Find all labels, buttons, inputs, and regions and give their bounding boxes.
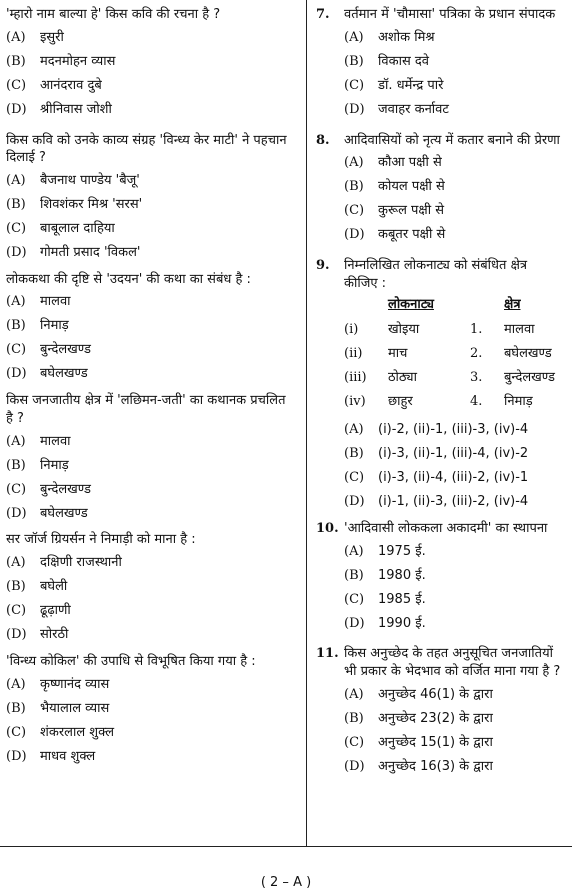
option — [6, 623, 302, 647]
option-label: (A) — [344, 155, 364, 171]
option-label: (D) — [344, 227, 365, 243]
option-text: अनुच्छेद 46(1) के द्वारा — [378, 686, 493, 702]
option-text: कृष्णानंद व्यास — [40, 676, 110, 692]
question-10 — [316, 520, 572, 636]
option-text: दक्षिणी राजस्थानी — [40, 555, 122, 571]
option — [6, 193, 302, 217]
column-divider — [306, 0, 307, 846]
option-label: (B) — [6, 196, 26, 212]
option-text: निमाड़ — [40, 457, 69, 473]
option — [6, 362, 302, 386]
option — [344, 223, 572, 247]
question-1 — [6, 0, 302, 122]
question-6-text: 'विन्ध्य कोकिल' की उपाधि से विभूषित किया गया है : — [6, 653, 256, 669]
option — [344, 175, 572, 199]
question-2-options — [6, 169, 302, 265]
option-label: (B) — [6, 53, 26, 69]
option-text: बुन्देलखण्ड — [40, 481, 91, 497]
match-header-lokanatya: लोकनाट्य — [388, 297, 434, 313]
question-6-options — [6, 672, 302, 768]
option-label: (B) — [6, 579, 26, 595]
option-label: (D) — [344, 101, 365, 117]
option-text: बैजनाथ पाण्डेय 'बैजू' — [40, 172, 140, 188]
option-label: (D) — [6, 505, 27, 521]
option-label: (C) — [6, 603, 27, 619]
option-text: श्रीनिवास जोशी — [40, 101, 112, 117]
option-text: कबूतर पक्षी से — [378, 227, 446, 243]
option-text: मदनमोहन व्यास — [40, 53, 116, 69]
option-text: अशोक मिश्र — [378, 29, 435, 45]
option — [344, 730, 572, 754]
option-text: 1990 ई. — [378, 615, 426, 631]
option-text: बघेलखण्ड — [40, 505, 88, 521]
match-a-text: माच — [388, 345, 408, 361]
match-a-text: खोइया — [388, 321, 420, 337]
question-8 — [316, 132, 572, 248]
option — [6, 453, 302, 477]
option-label: (D) — [6, 366, 27, 382]
option-label: (A) — [6, 555, 26, 571]
match-b-text: बघेलखण्ड — [504, 345, 552, 361]
option — [6, 672, 302, 696]
option — [6, 501, 302, 525]
match-table — [344, 292, 555, 414]
option-label: (B) — [6, 700, 26, 716]
option-text: 1985 ई. — [378, 591, 426, 607]
option — [344, 98, 572, 122]
option-text: जवाहर कर्नावट — [378, 101, 449, 117]
option-text: (i)-3, (ii)-1, (iii)-4, (iv)-2 — [378, 445, 529, 461]
option-text: मालवा — [40, 433, 71, 449]
option — [344, 706, 572, 730]
option-label: (A) — [344, 543, 364, 559]
option-text: मालवा — [40, 294, 71, 310]
option — [344, 682, 572, 706]
option-label: (B) — [6, 318, 26, 334]
option-label: (D) — [344, 615, 365, 631]
option-label: (D) — [344, 493, 365, 509]
question-8-options — [316, 151, 572, 247]
match-b-label: 3. — [470, 369, 483, 385]
option-text: बुन्देलखण्ड — [40, 342, 91, 358]
option — [6, 217, 302, 241]
match-header-kshetra: क्षेत्र — [504, 297, 521, 313]
option-text: डॉ. धर्मेन्द्र पारे — [378, 77, 444, 93]
option-label: (A) — [6, 676, 26, 692]
question-9-text-line-2: कीजिए : — [344, 275, 387, 291]
option-label: (D) — [6, 748, 27, 764]
question-3-text: लोककथा की दृष्टि से 'उदयन' की कथा का संबंध है : — [6, 271, 251, 287]
option-label: (B) — [344, 445, 364, 461]
option-text: शिवशंकर मिश्र 'सरस' — [40, 196, 143, 212]
match-b-label: 2. — [470, 345, 483, 361]
option — [344, 587, 572, 611]
question-1-options — [6, 26, 302, 122]
option-label: (C) — [6, 77, 27, 93]
question-3 — [6, 271, 302, 387]
option — [6, 74, 302, 98]
left-column — [6, 0, 302, 768]
question-number: 7. — [316, 7, 330, 22]
option-label: (A) — [6, 294, 26, 310]
option — [6, 338, 302, 362]
option — [344, 199, 572, 223]
option — [344, 442, 572, 466]
option-label: (D) — [6, 627, 27, 643]
question-7-options — [316, 26, 572, 122]
question-11-options — [316, 682, 572, 778]
option — [6, 241, 302, 265]
option-label: (D) — [344, 758, 365, 774]
option-label: (C) — [6, 342, 27, 358]
option — [344, 418, 572, 442]
option-text: गोमती प्रसाद 'विकल' — [40, 244, 141, 260]
option-text: 1975 ई. — [378, 543, 426, 559]
match-table-header — [344, 292, 555, 318]
option — [6, 169, 302, 193]
question-4-text-line-1: किस जनजातीय क्षेत्र में 'लछिमन-जती' का कथानक प्रचलित — [6, 393, 286, 409]
question-11-text-line-1: किस अनुच्छेद के तहत अनुसूचित जनजातियों — [344, 646, 553, 662]
option — [6, 551, 302, 575]
option-text: (i)-1, (ii)-3, (iii)-2, (iv)-4 — [378, 493, 529, 509]
question-7 — [316, 0, 572, 122]
question-9-options — [316, 418, 572, 514]
option-label: (D) — [6, 244, 27, 260]
option-label: (B) — [344, 53, 364, 69]
option-text: अनुच्छेद 23(2) के द्वारा — [378, 710, 493, 726]
question-4-options — [6, 429, 302, 525]
option-label: (B) — [344, 710, 364, 726]
match-a-label: (ii) — [344, 345, 363, 361]
option — [344, 50, 572, 74]
option-label: (C) — [344, 469, 365, 485]
question-4 — [6, 392, 302, 525]
option — [6, 26, 302, 50]
right-column — [316, 0, 572, 778]
question-6 — [6, 653, 302, 769]
option-text: (i)-2, (ii)-1, (iii)-3, (iv)-4 — [378, 421, 529, 437]
match-row — [344, 342, 555, 366]
option — [344, 26, 572, 50]
match-b-label: 1. — [470, 321, 483, 337]
question-number: 9. — [316, 258, 330, 274]
question-number: 8. — [316, 132, 330, 148]
question-2 — [6, 132, 302, 265]
option-text: इसुरी — [40, 29, 64, 45]
question-number: 10. — [316, 520, 339, 536]
question-1-text: 'म्हारो नाम बाल्या हे' किस कवि की रचना है ? — [6, 7, 221, 22]
option-text: शंकरलाल शुक्ल — [40, 724, 115, 740]
question-2-text-line-1: किस कवि को उनके काव्य संग्रह 'विन्ध्य केर माटी' ने पहचान — [6, 132, 287, 148]
option — [344, 539, 572, 563]
question-number: 11. — [316, 646, 339, 662]
question-9-text-line-1: निम्नलिखित लोकनाट्य को संबंधित क्षेत्र — [344, 258, 528, 274]
option — [6, 50, 302, 74]
footer-rule — [0, 846, 572, 847]
match-row — [344, 366, 555, 390]
option-label: (A) — [344, 686, 364, 702]
option-text: अनुच्छेद 15(1) के द्वारा — [378, 734, 493, 750]
question-5-options — [6, 551, 302, 647]
option-text: आनंदराव दुबे — [40, 77, 102, 93]
match-b-text: मालवा — [504, 321, 535, 337]
option-label: (B) — [344, 179, 364, 195]
option — [6, 314, 302, 338]
option-label: (C) — [344, 203, 365, 219]
match-row — [344, 318, 555, 342]
match-b-text: बुन्देलखण्ड — [504, 369, 555, 385]
option-text: कौआ पक्षी से — [378, 155, 442, 171]
option — [344, 563, 572, 587]
option — [344, 466, 572, 490]
option-label: (B) — [344, 567, 364, 583]
option — [6, 98, 302, 122]
option-text: सोरठी — [40, 627, 69, 643]
option-label: (C) — [344, 77, 365, 93]
option-label: (A) — [344, 29, 364, 45]
question-5 — [6, 531, 302, 647]
match-a-text: छाहुर — [388, 393, 413, 409]
option — [344, 490, 572, 514]
match-a-label: (iii) — [344, 369, 367, 385]
option — [344, 611, 572, 635]
option — [6, 744, 302, 768]
question-4-text-line-2: है ? — [6, 410, 24, 426]
match-a-text: ठोठ्या — [388, 369, 417, 385]
match-a-label: (iv) — [344, 393, 366, 409]
option-text: निमाड़ — [40, 318, 69, 334]
question-10-options — [316, 539, 572, 635]
option-text: (i)-3, (ii)-4, (iii)-2, (iv)-1 — [378, 469, 529, 485]
option-label: (C) — [6, 481, 27, 497]
option-label: (A) — [6, 29, 26, 45]
option-label: (A) — [6, 172, 26, 188]
option — [6, 477, 302, 501]
page-label: ( 2 – A ) — [260, 875, 312, 890]
option-text: बघेलखण्ड — [40, 366, 88, 382]
option — [6, 599, 302, 623]
question-11 — [316, 645, 572, 778]
question-2-text-line-2: दिलाई ? — [6, 150, 46, 166]
option-label: (C) — [344, 734, 365, 750]
option-text: बाबूलाल दाहिया — [40, 220, 115, 236]
match-b-text: निमाड़ — [504, 393, 533, 409]
match-a-label: (i) — [344, 321, 359, 337]
option — [6, 290, 302, 314]
option-label: (C) — [6, 724, 27, 740]
match-row — [344, 390, 555, 414]
option-label: (C) — [6, 220, 27, 236]
option-label: (B) — [6, 457, 26, 473]
question-8-text: आदिवासियों को नृत्य में कतार बनाने की प्रेरणा — [344, 132, 560, 148]
option — [6, 696, 302, 720]
option — [6, 429, 302, 453]
question-11-text-line-2: भी प्रकार के भेदभाव को वर्जित माना गया है ? — [344, 663, 561, 679]
option-text: कोयल पक्षी से — [378, 179, 445, 195]
option-text: अनुच्छेद 16(3) के द्वारा — [378, 758, 493, 774]
question-7-text: वर्तमान में 'चौमासा' पत्रिका के प्रधान संपादक — [344, 7, 556, 22]
option — [344, 74, 572, 98]
option-text: भैयालाल व्यास — [40, 700, 110, 716]
option-text: 1980 ई. — [378, 567, 426, 583]
match-b-label: 4. — [470, 393, 483, 409]
option-label: (D) — [6, 101, 27, 117]
option-text: विकास दवे — [378, 53, 429, 69]
question-5-text: सर जॉर्ज ग्रियर्सन ने निमाड़ी को माना है : — [6, 532, 196, 548]
option-text: ढूढ़ाणी — [40, 603, 71, 619]
option — [344, 151, 572, 175]
question-3-options — [6, 290, 302, 386]
option-text: कुरूल पक्षी से — [378, 203, 445, 219]
option-label: (A) — [6, 433, 26, 449]
question-10-text: 'आदिवासी लोककला अकादमी' का स्थापना — [344, 520, 548, 536]
option-label: (A) — [344, 421, 364, 437]
option-text: बघेली — [40, 579, 68, 595]
option — [344, 754, 572, 778]
option — [6, 575, 302, 599]
question-9 — [316, 257, 572, 514]
option-text: माधव शुक्ल — [40, 748, 96, 764]
option — [6, 720, 302, 744]
option-label: (C) — [344, 591, 365, 607]
